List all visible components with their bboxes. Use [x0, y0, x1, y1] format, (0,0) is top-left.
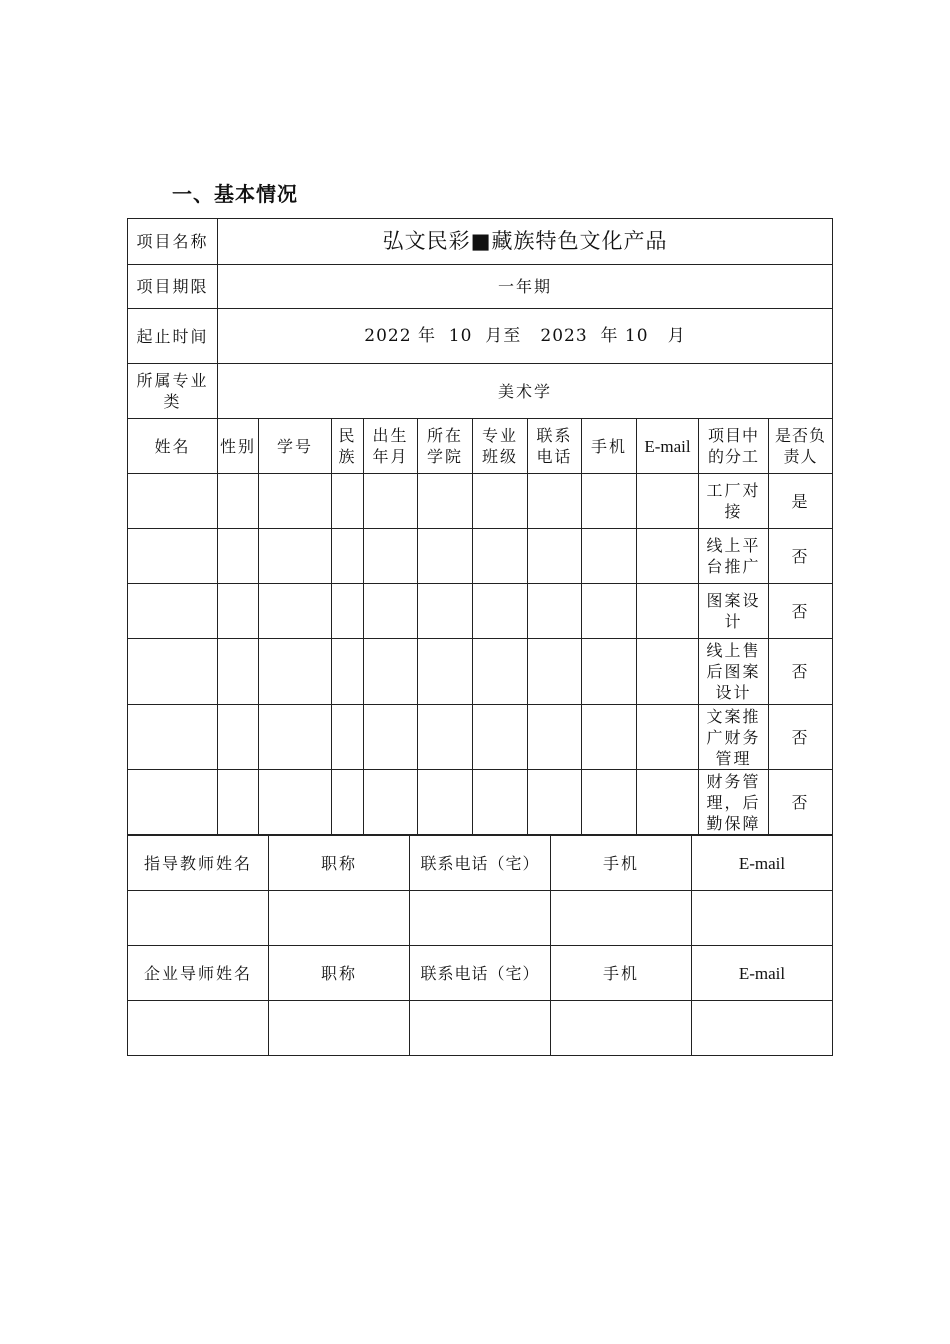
- member-role: 图案设计: [699, 584, 769, 639]
- project-name-label: 项目名称: [128, 219, 218, 265]
- table-row: [128, 770, 833, 835]
- header-ethnicity: 民族: [332, 419, 364, 474]
- table-row: [128, 529, 833, 584]
- header-mobile: 手机: [582, 419, 637, 474]
- member-leader: 否: [769, 705, 833, 770]
- header-college: 所在学院: [418, 419, 473, 474]
- member-header-row: [128, 419, 833, 474]
- enterprise-title-header: 职称: [269, 946, 410, 1001]
- project-period-label: 项目期限: [128, 265, 218, 309]
- project-dates-value: 2022 年 10 月至 2023 年 10 月: [218, 309, 833, 364]
- header-email: E-mail: [637, 419, 699, 474]
- header-role: 项目中的分工: [699, 419, 769, 474]
- table-row: [128, 639, 833, 705]
- enterprise-email-header: E-mail: [692, 946, 833, 1001]
- member-leader: 是: [769, 474, 833, 529]
- enterprise-mobile-header: 手机: [551, 946, 692, 1001]
- table-row: [128, 891, 833, 946]
- header-phone: 联系电话: [528, 419, 582, 474]
- enterprise-name-header: 企业导师姓名: [128, 946, 269, 1001]
- member-role: 线上平台推广: [699, 529, 769, 584]
- enterprise-phone-header: 联系电话（宅）: [410, 946, 551, 1001]
- header-birth: 出生年月: [364, 419, 418, 474]
- project-name-value: 弘文民彩■藏族特色文化产品: [218, 219, 833, 265]
- member-role: 线上售后图案设计: [699, 639, 769, 705]
- header-name: 姓名: [128, 419, 218, 474]
- table-row: [128, 474, 833, 529]
- teacher-phone-header: 联系电话（宅）: [410, 836, 551, 891]
- table-row: [128, 1001, 833, 1056]
- project-major-value: 美术学: [218, 364, 833, 419]
- header-gender: 性别: [218, 419, 259, 474]
- project-major-label: 所属专业类: [128, 364, 218, 419]
- member-leader: 否: [769, 770, 833, 835]
- header-leader: 是否负责人: [769, 419, 833, 474]
- teacher-email-header: E-mail: [692, 836, 833, 891]
- member-role: 工厂对接: [699, 474, 769, 529]
- teacher-title-header: 职称: [269, 836, 410, 891]
- table-row: [128, 705, 833, 770]
- header-class: 专业班级: [473, 419, 528, 474]
- teacher-header-row: [128, 836, 833, 891]
- teacher-name-header: 指导教师姓名: [128, 836, 269, 891]
- basic-info-table: [127, 218, 833, 835]
- section-title: 一、基本情况: [172, 182, 298, 206]
- enterprise-header-row: [128, 946, 833, 1001]
- member-role: 财务管理，后勤保障: [699, 770, 769, 835]
- member-leader: 否: [769, 529, 833, 584]
- table-row: [128, 584, 833, 639]
- project-period-value: 一年期: [218, 265, 833, 309]
- teacher-mobile-header: 手机: [551, 836, 692, 891]
- member-leader: 否: [769, 584, 833, 639]
- header-student-id: 学号: [259, 419, 332, 474]
- advisor-table: [127, 835, 833, 1056]
- member-leader: 否: [769, 639, 833, 705]
- project-dates-label: 起止时间: [128, 309, 218, 364]
- member-role: 文案推广财务管理: [699, 705, 769, 770]
